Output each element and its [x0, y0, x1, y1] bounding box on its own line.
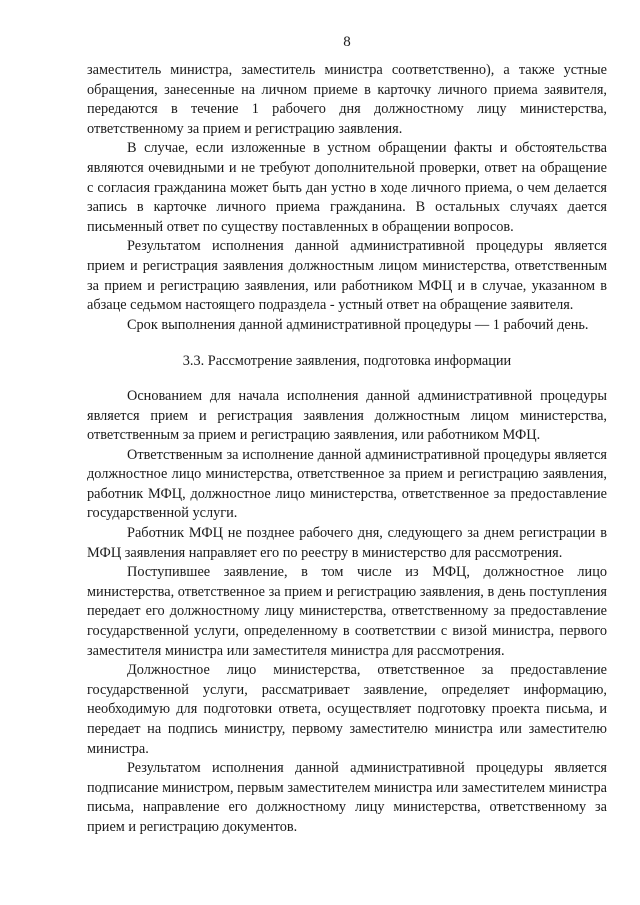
paragraph: Результатом исполнения данной административной процедуры является прием и регистрация заявления должностным лицом министерства, ответственным за прием и регистрацию заявления, или работником МФЦ и в случае, указанном в абзаце седьмом настоящего подраздела - устный ответ на обращение заявителя. [87, 238, 607, 314]
section-heading: 3.3. Рассмотрение заявления, подготовка информации [182, 353, 512, 370]
paragraph: Поступившее заявление, в том числе из МФЦ, должностное лицо министерства, ответственное за прием и регистрацию заявления, в день поступления передает его должностному лицу министерства, ответственному за предоставление государственной услуги, определенному в соответствии с визой министра, первого заместителя министра или заместителя министра для рассмотрения. [87, 564, 607, 659]
paragraph: В случае, если изложенные в устном обращении факты и обстоятельства являются очевидными и не требуют дополнительной проверки, ответ на обращение с согласия гражданина может быть дан устно в ходе личного приема, о чем делается запись в карточке личного приема гражданина. В остальных случаях дается письменный ответ по существу поставленных в обращении вопросов. [87, 140, 607, 235]
text-block-bottom [87, 387, 607, 838]
paragraph: Должностное лицо министерства, ответственное за предоставление государственной услуги, рассматривает заявление, определяет информацию, необходимую для подготовки ответа, осуществляет подготовку проекта письма, и передает на подпись министру, первому заместителю министра или заместителю министра. [87, 662, 607, 757]
paragraph: Срок выполнения данной административной процедуры — 1 рабочий день. [127, 316, 589, 333]
page-number: 8 [343, 34, 351, 50]
paragraph: Результатом исполнения данной административной процедуры является подписание министром, первым заместителем министра или заместителем министра письма, направление его должностному лицу министерства, ответственному за прием и регистрацию документов. [87, 760, 607, 835]
paragraph: Ответственным за исполнение данной административной процедуры является должностное лицо министерства, ответственное за прием и регистрацию заявления, работник МФЦ, должностное лицо министерства, ответственное за предоставление государственной услуги. [87, 446, 607, 522]
paragraph: Основанием для начала исполнения данной административной процедуры является прием и регистрация заявления должностным лицом министерства, ответственным за прием и регистрацию заявления, или работником МФЦ. [87, 387, 607, 444]
text-block-top [87, 61, 607, 335]
paragraph: заместитель министра, заместитель министра соответственно), а также устные обращения, занесенные на личном приеме в карточку личного приема заявителя, передаются в течение 1 рабочего дня должностному лицу министерства, ответственному за прием и регистрацию заявления. [87, 62, 607, 137]
paragraph: Работник МФЦ не позднее рабочего дня, следующего за днем регистрации в МФЦ заявления направляет его по реестру в министерство для рассмотрения. [87, 525, 607, 561]
